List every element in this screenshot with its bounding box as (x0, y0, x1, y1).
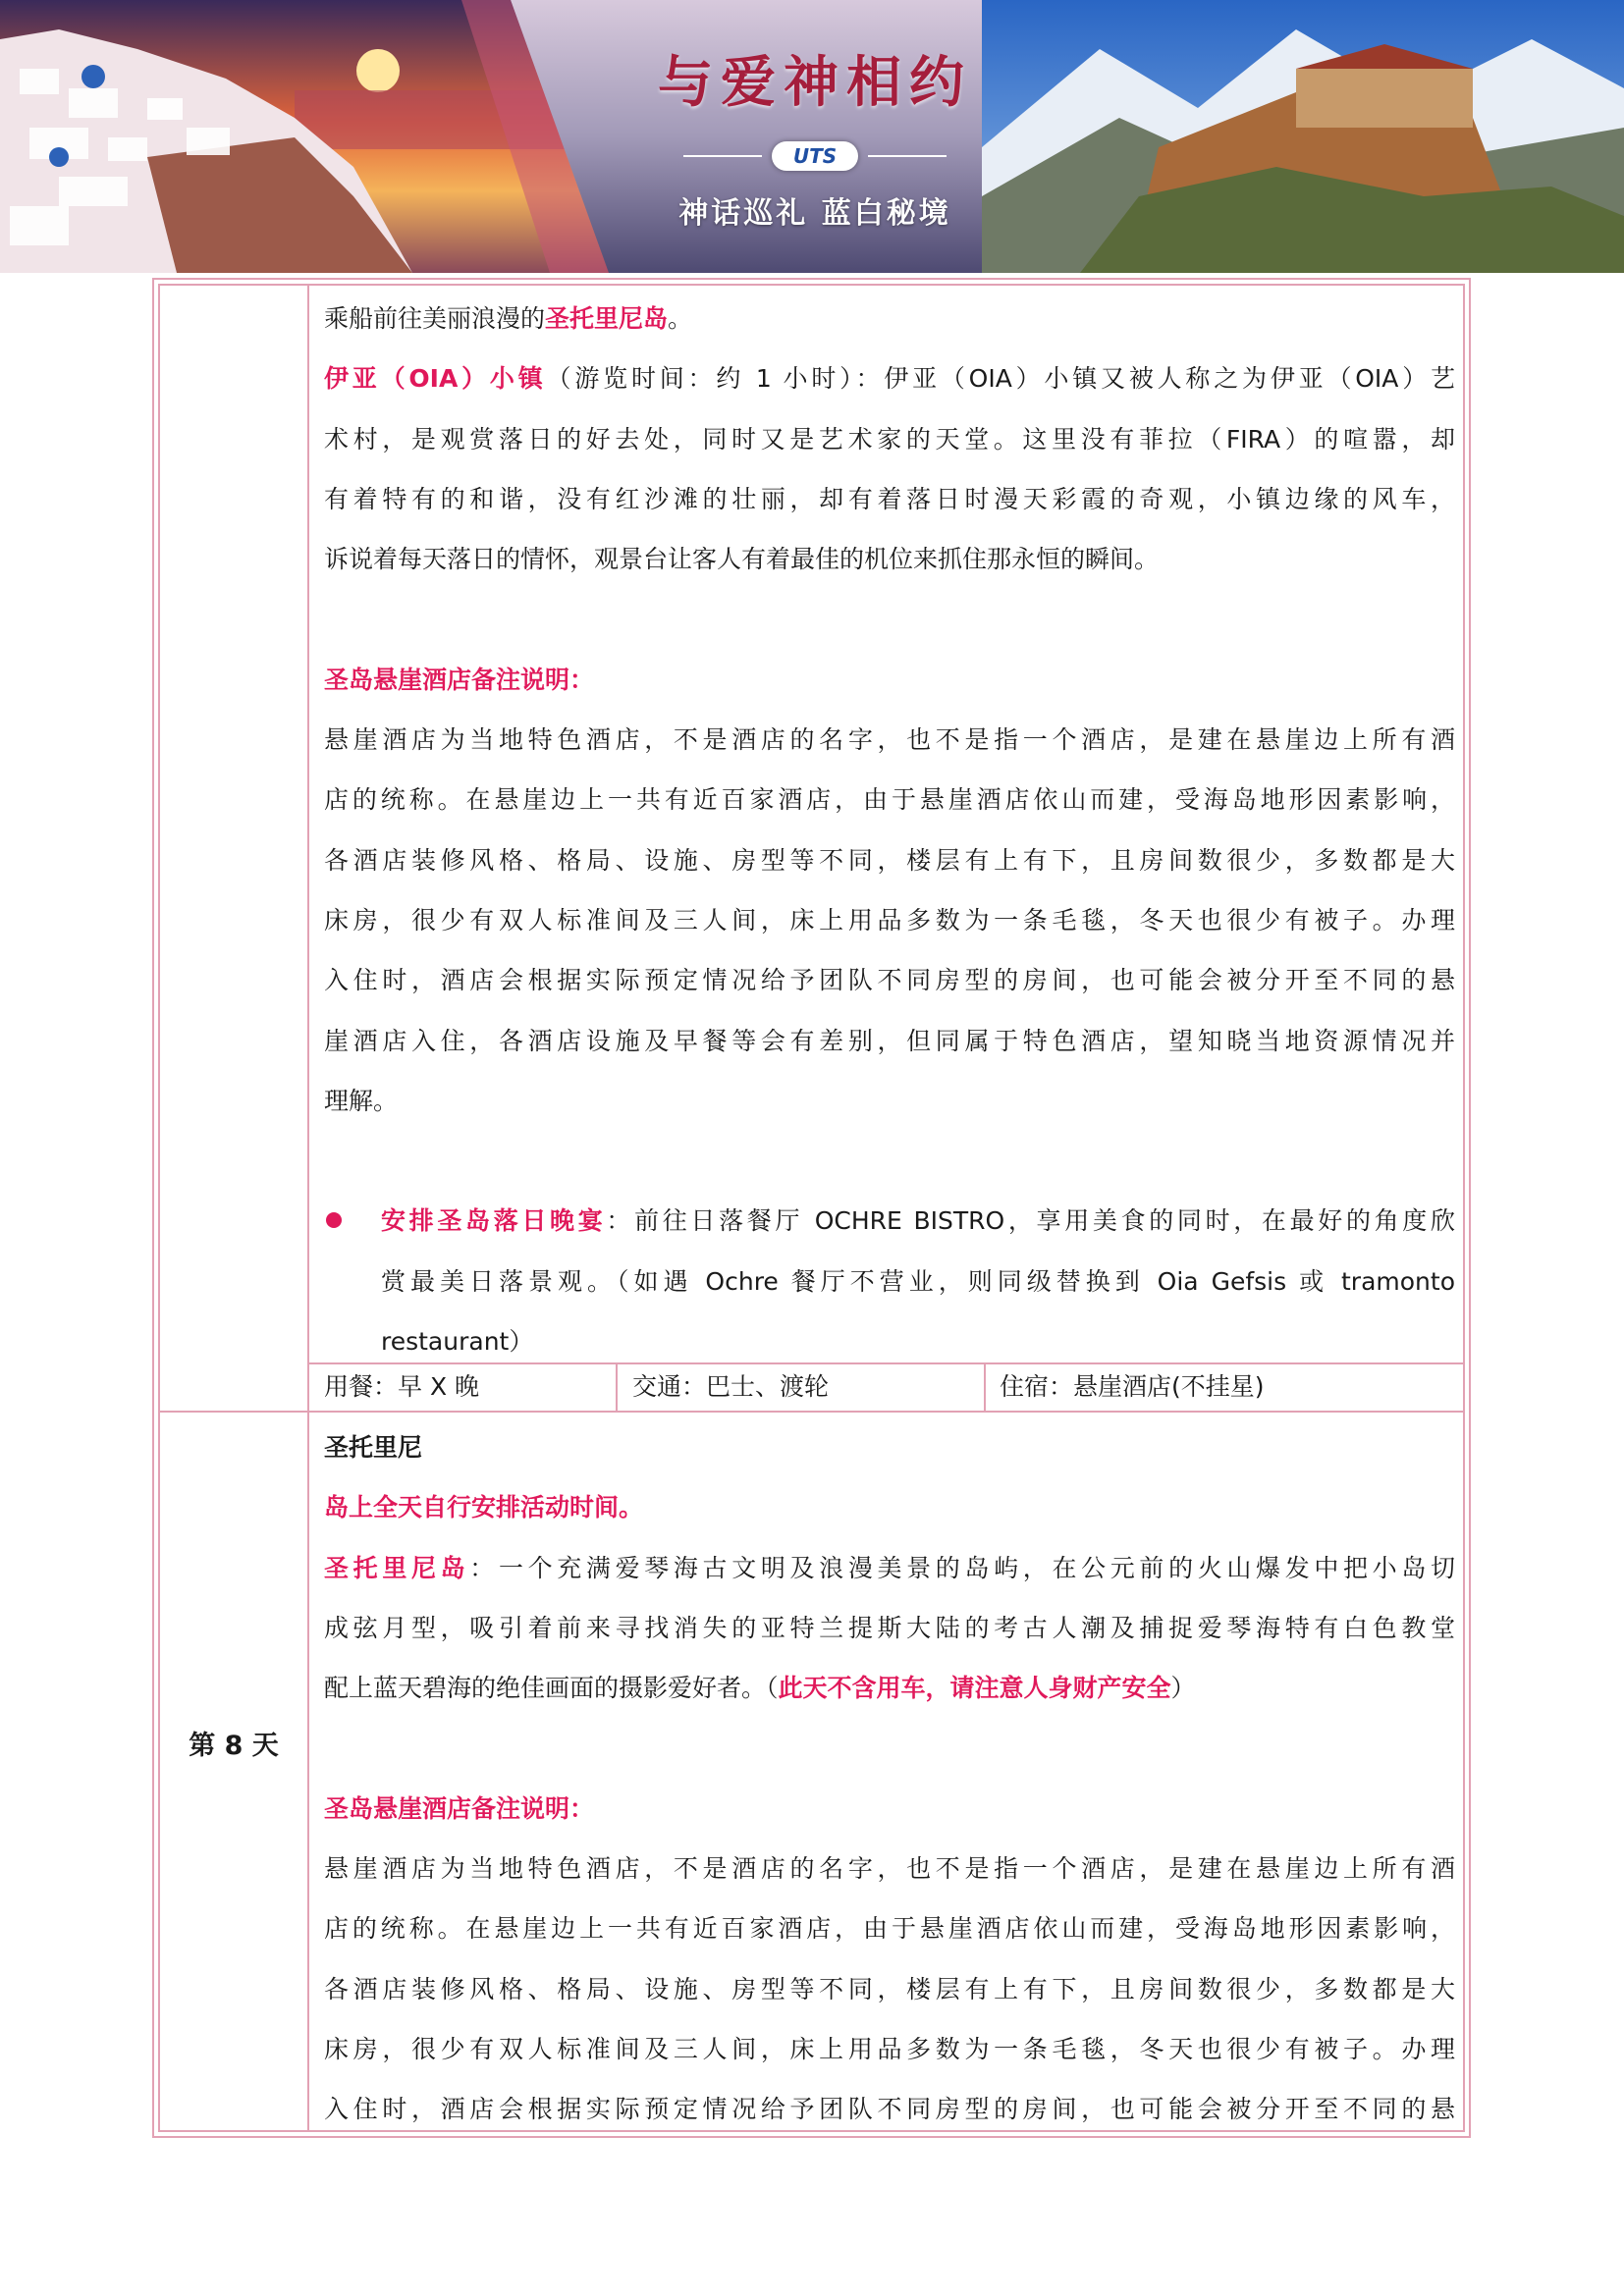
lodging-cell: 住宿：悬崖酒店(不挂星) (1000, 1372, 1265, 1401)
hotel-note-line: 各酒店装修风格、格局、设施、房型等不同，楼层有上有下，且房间数很少，多数都是大 (324, 1974, 1455, 2003)
oia-text: （游览时间：约 1 小时）：伊亚（OIA）小镇又被人称之为伊亚（OIA）艺 (546, 364, 1456, 394)
dinner-bullet-line: 赏最美日落景观。（如遇 Ochre 餐厅不营业，则同级替换到 Oia Gefsis 或 tramonto (381, 1266, 1455, 1296)
island-text: 配上蓝天碧海的绝佳画面的摄影爱好者。（ (324, 1674, 779, 1703)
oia-paragraph-line: 术村，是观赏落日的好去处，同时又是艺术家的天堂。这里没有菲拉（FIRA）的喧嚣，却 (324, 424, 1455, 454)
dinner-bullet-line (324, 1191, 1455, 1251)
hotel-note-line: 悬崖酒店为当地特色酒店，不是酒店的名字，也不是指一个酒店，是建在悬崖边上所有酒 (324, 725, 1455, 755)
day-separator-rule (158, 1411, 1465, 1413)
island-paragraph-line (324, 1538, 1455, 1598)
hotel-note-title: 圣岛悬崖酒店备注说明： (324, 1793, 595, 1823)
banner-title: 与爱神相约 (658, 50, 972, 115)
island-text: ：一个充满爱琴海古文明及浪漫美景的岛屿，在公元前的火山爆发中把小岛切 (469, 1553, 1455, 1582)
hotel-note-line: 入住时，酒店会根据实际预定情况给予团队不同房型的房间，也可能会被分开至不同的悬 (324, 966, 1455, 995)
bullet-dot-icon (326, 1212, 342, 1228)
day7-content (324, 289, 1455, 1371)
oia-paragraph-line (324, 348, 1455, 408)
hotel-note-line: 店的统称。在悬崖边上一共有近百家酒店，由于悬崖酒店依山而建，受海岛地形因素影响， (324, 1914, 1455, 1944)
blank-line (324, 1718, 1455, 1778)
transport-cell: 交通：巴士、渡轮 (632, 1372, 830, 1401)
day8-content (324, 1417, 1455, 2140)
hotel-note-line: 床房，很少有双人标准间及三人间，床上用品多数为一条毛毯，冬天也很少有被子。办理 (324, 2034, 1455, 2063)
hotel-note-line: 崖酒店入住，各酒店设施及早餐等会有差别，但同属于特色酒店，望知晓当地资源情况并 (324, 1026, 1455, 1055)
free-time-note: 岛上全天自行安排活动时间。 (324, 1493, 644, 1522)
oia-title: 伊亚（OIA）小镇 (324, 364, 547, 394)
island-paragraph-line: 成弦月型，吸引着前来寻找消失的亚特兰提斯大陆的考古人潮及捕捉爱琴海特有白色教堂 (324, 1613, 1455, 1642)
day8-heading: 圣托里尼 (324, 1433, 423, 1462)
blank-line (324, 1131, 1455, 1191)
meals-cell: 用餐：早 X 晚 (324, 1372, 480, 1401)
logo-rule-right (868, 155, 947, 157)
island-highlight: 圣托里尼岛 (545, 304, 669, 333)
day8-label: 第 8 天 (189, 1731, 279, 1761)
banner-subtitle: 神话巡礼 蓝白秘境 (678, 196, 951, 231)
island-paragraph-line (324, 1658, 1455, 1718)
logo-rule-left (683, 155, 762, 157)
intro-text: 乘船前往美丽浪漫的 (324, 304, 546, 333)
oia-paragraph-line: 有着特有的和谐，没有红沙滩的壮丽，却有着落日时漫天彩霞的奇观，小镇边缘的风车， (324, 484, 1455, 513)
island-title: 圣托里尼岛 (324, 1553, 470, 1582)
hotel-note-line: 各酒店装修风格、格局、设施、房型等不同，楼层有上有下，且房间数很少，多数都是大 (324, 845, 1455, 875)
blank-line (324, 589, 1455, 649)
dinner-text: ：前往日落餐厅 OCHRE BISTRO，享用美食的同时，在最好的角度欣 (606, 1206, 1455, 1236)
intro-suffix: 。 (668, 304, 693, 333)
hotel-note-line: 悬崖酒店为当地特色酒店，不是酒店的名字，也不是指一个酒店，是建在悬崖边上所有酒 (324, 1854, 1455, 1884)
hotel-note-title: 圣岛悬崖酒店备注说明： (324, 665, 595, 694)
hotel-note-line: 床房，很少有双人标准间及三人间，床上用品多数为一条毛毯，冬天也很少有被子。办理 (324, 905, 1455, 934)
header-banner (0, 0, 1624, 273)
safety-close: ） (1170, 1674, 1196, 1703)
day7-intro (324, 289, 1455, 348)
oia-paragraph-line: 诉说着每天落日的情怀，观景台让客人有着最佳的机位来抓住那永恒的瞬间。 (324, 545, 1160, 574)
dinner-title: 安排圣岛落日晚宴 (381, 1206, 607, 1236)
dinner-bullet-line: restaurant） (381, 1327, 534, 1357)
day-column-divider (307, 284, 309, 2132)
hotel-note-line: 店的统称。在悬崖边上一共有近百家酒店，由于悬崖酒店依山而建，受海岛地形因素影响， (324, 785, 1455, 815)
uts-logo: UTS (772, 141, 858, 171)
hotel-note-line: 理解。 (324, 1086, 399, 1115)
safety-note: 此天不含用车，请注意人身财产安全 (778, 1674, 1171, 1703)
hotel-note-line: 入住时，酒店会根据实际预定情况给予团队不同房型的房间，也可能会被分开至不同的悬 (324, 2095, 1455, 2124)
